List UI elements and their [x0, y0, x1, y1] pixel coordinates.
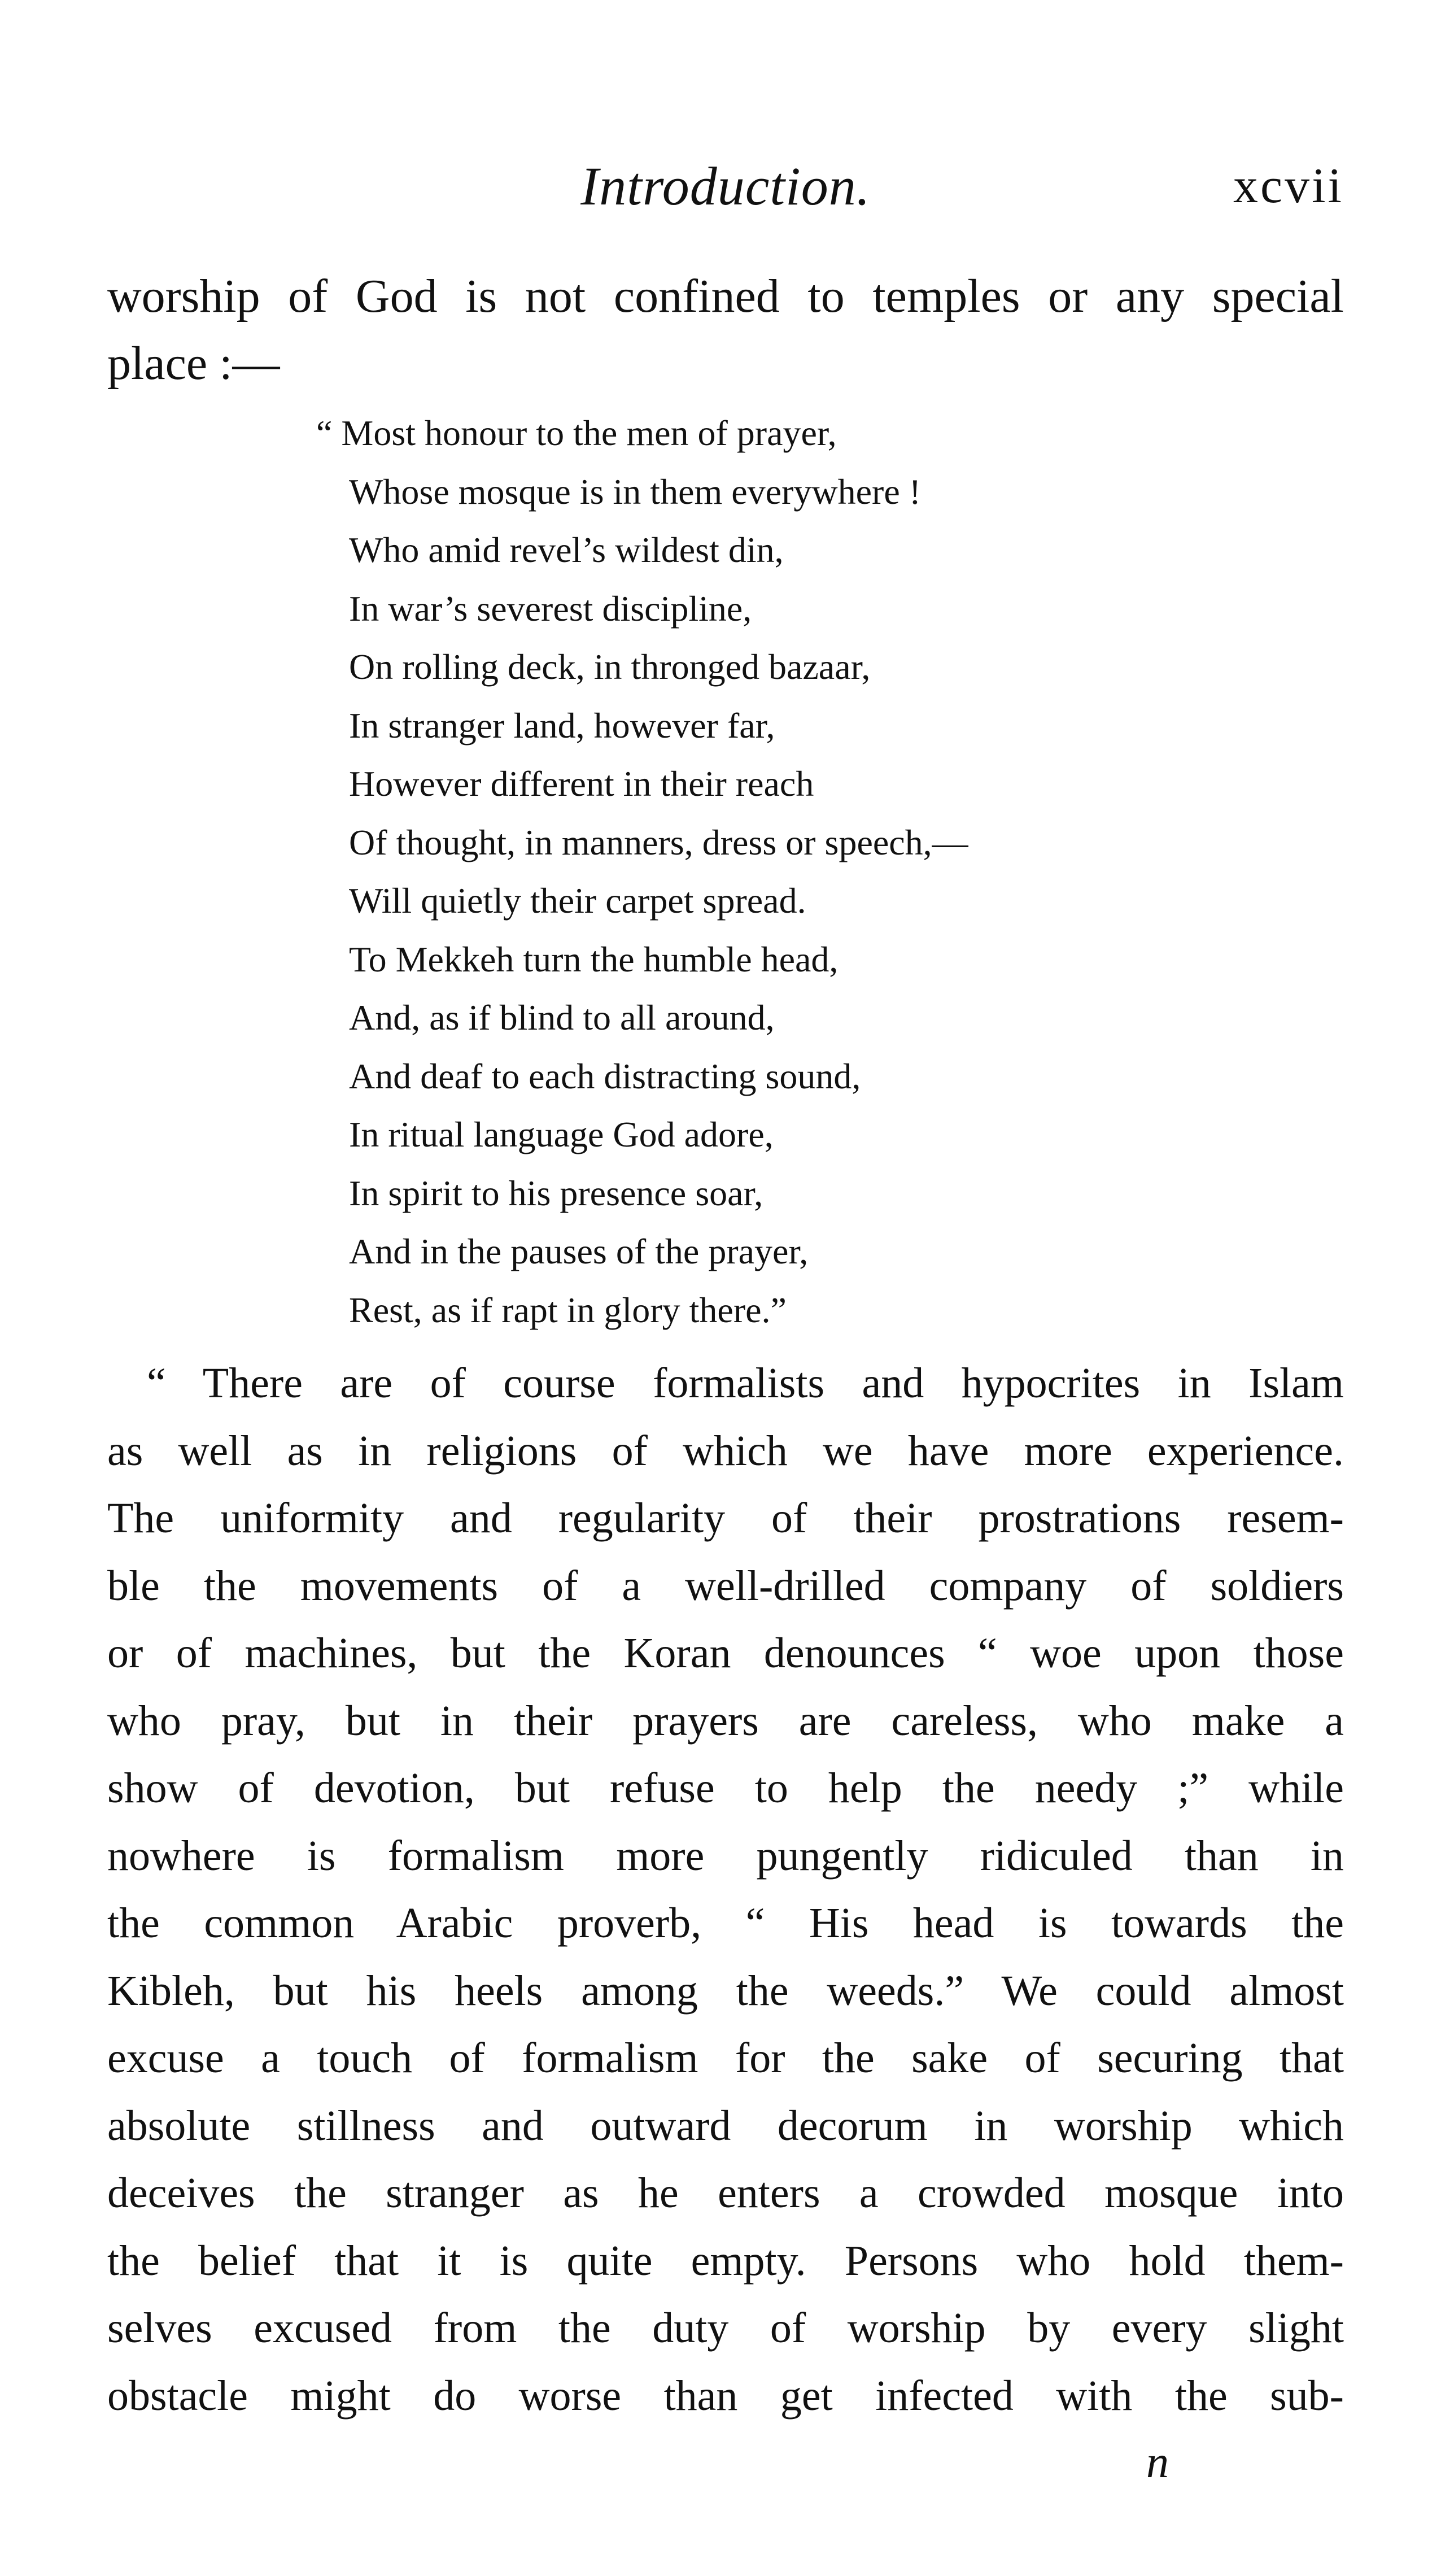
signature-mark: n	[1146, 2438, 1169, 2487]
paragraph-line: the belief that it is quite empty. Persons who hold them-	[107, 2237, 1344, 2285]
page-number: xcvii	[1233, 159, 1344, 213]
poem-line: In war’s severest discipline,	[349, 588, 752, 629]
poem-line: In stranger land, however far,	[349, 705, 775, 746]
paragraph-line: who pray, but in their prayers are careless, who make a	[107, 1697, 1344, 1745]
paragraph-line: as well as in religions of which we have more experience.	[107, 1427, 1344, 1475]
poem-line: And deaf to each distracting sound,	[349, 1056, 861, 1096]
poem-line: And, as if blind to all around,	[349, 997, 775, 1038]
paragraph-line: ble the movements of a well-drilled company of soldiers	[107, 1562, 1344, 1610]
poem-line: In ritual language God adore,	[349, 1114, 774, 1154]
poem-line: On rolling deck, in thronged bazaar,	[349, 647, 871, 687]
paragraph-line: or of machines, but the Koran denounces “ woe upon those	[107, 1629, 1344, 1677]
poem-block	[316, 404, 1196, 1339]
lead-line: worship of God is not confined to temples or any special	[107, 270, 1344, 322]
poem-line: Of thought, in manners, dress or speech,—	[349, 822, 968, 862]
poem-line: Whose mosque is in them everywhere !	[349, 471, 922, 512]
running-title: Introduction.	[580, 156, 871, 216]
poem-line: “ Most honour to the men of prayer,	[316, 413, 837, 453]
paragraph-line: obstacle might do worse than get infected with the sub-	[107, 2372, 1344, 2420]
page-header	[107, 152, 1344, 220]
poem-line: Who amid revel’s wildest din,	[349, 530, 784, 570]
lead-text	[107, 263, 1344, 397]
paragraph-line: show of devotion, but refuse to help the needy ;” while	[107, 1764, 1344, 1812]
paragraph-line: excuse a touch of formalism for the sake of securing that	[107, 2034, 1344, 2082]
paragraph-line: nowhere is formalism more pungently ridiculed than in	[107, 1832, 1344, 1880]
poem-line: Rest, as if rapt in glory there.”	[349, 1289, 787, 1330]
paragraph-line: selves excused from the duty of worship by every slight	[107, 2304, 1344, 2352]
body-paragraph	[107, 1350, 1344, 2430]
paragraph-line: deceives the stranger as he enters a crowded mosque into	[107, 2169, 1344, 2217]
poem-line: However different in their reach	[349, 764, 814, 804]
poem-line: To Mekkeh turn the humble head,	[349, 939, 839, 979]
poem-line: And in the pauses of the prayer,	[349, 1231, 809, 1271]
paragraph-line: absolute stillness and outward decorum in worship which	[107, 2102, 1344, 2150]
paragraph-line: The uniformity and regularity of their prostrations resem-	[107, 1494, 1344, 1542]
paragraph-line: Kibleh, but his heels among the weeds.” We could almost	[107, 1967, 1344, 2015]
paragraph-line: the common Arabic proverb, “ His head is towards the	[107, 1899, 1344, 1947]
poem-line: Will quietly their carpet spread.	[349, 881, 806, 921]
poem-line: In spirit to his presence soar,	[349, 1173, 763, 1213]
lead-line: place :—	[107, 337, 280, 390]
paragraph-line: “ There are of course formalists and hypocrites in Islam	[147, 1359, 1344, 1407]
